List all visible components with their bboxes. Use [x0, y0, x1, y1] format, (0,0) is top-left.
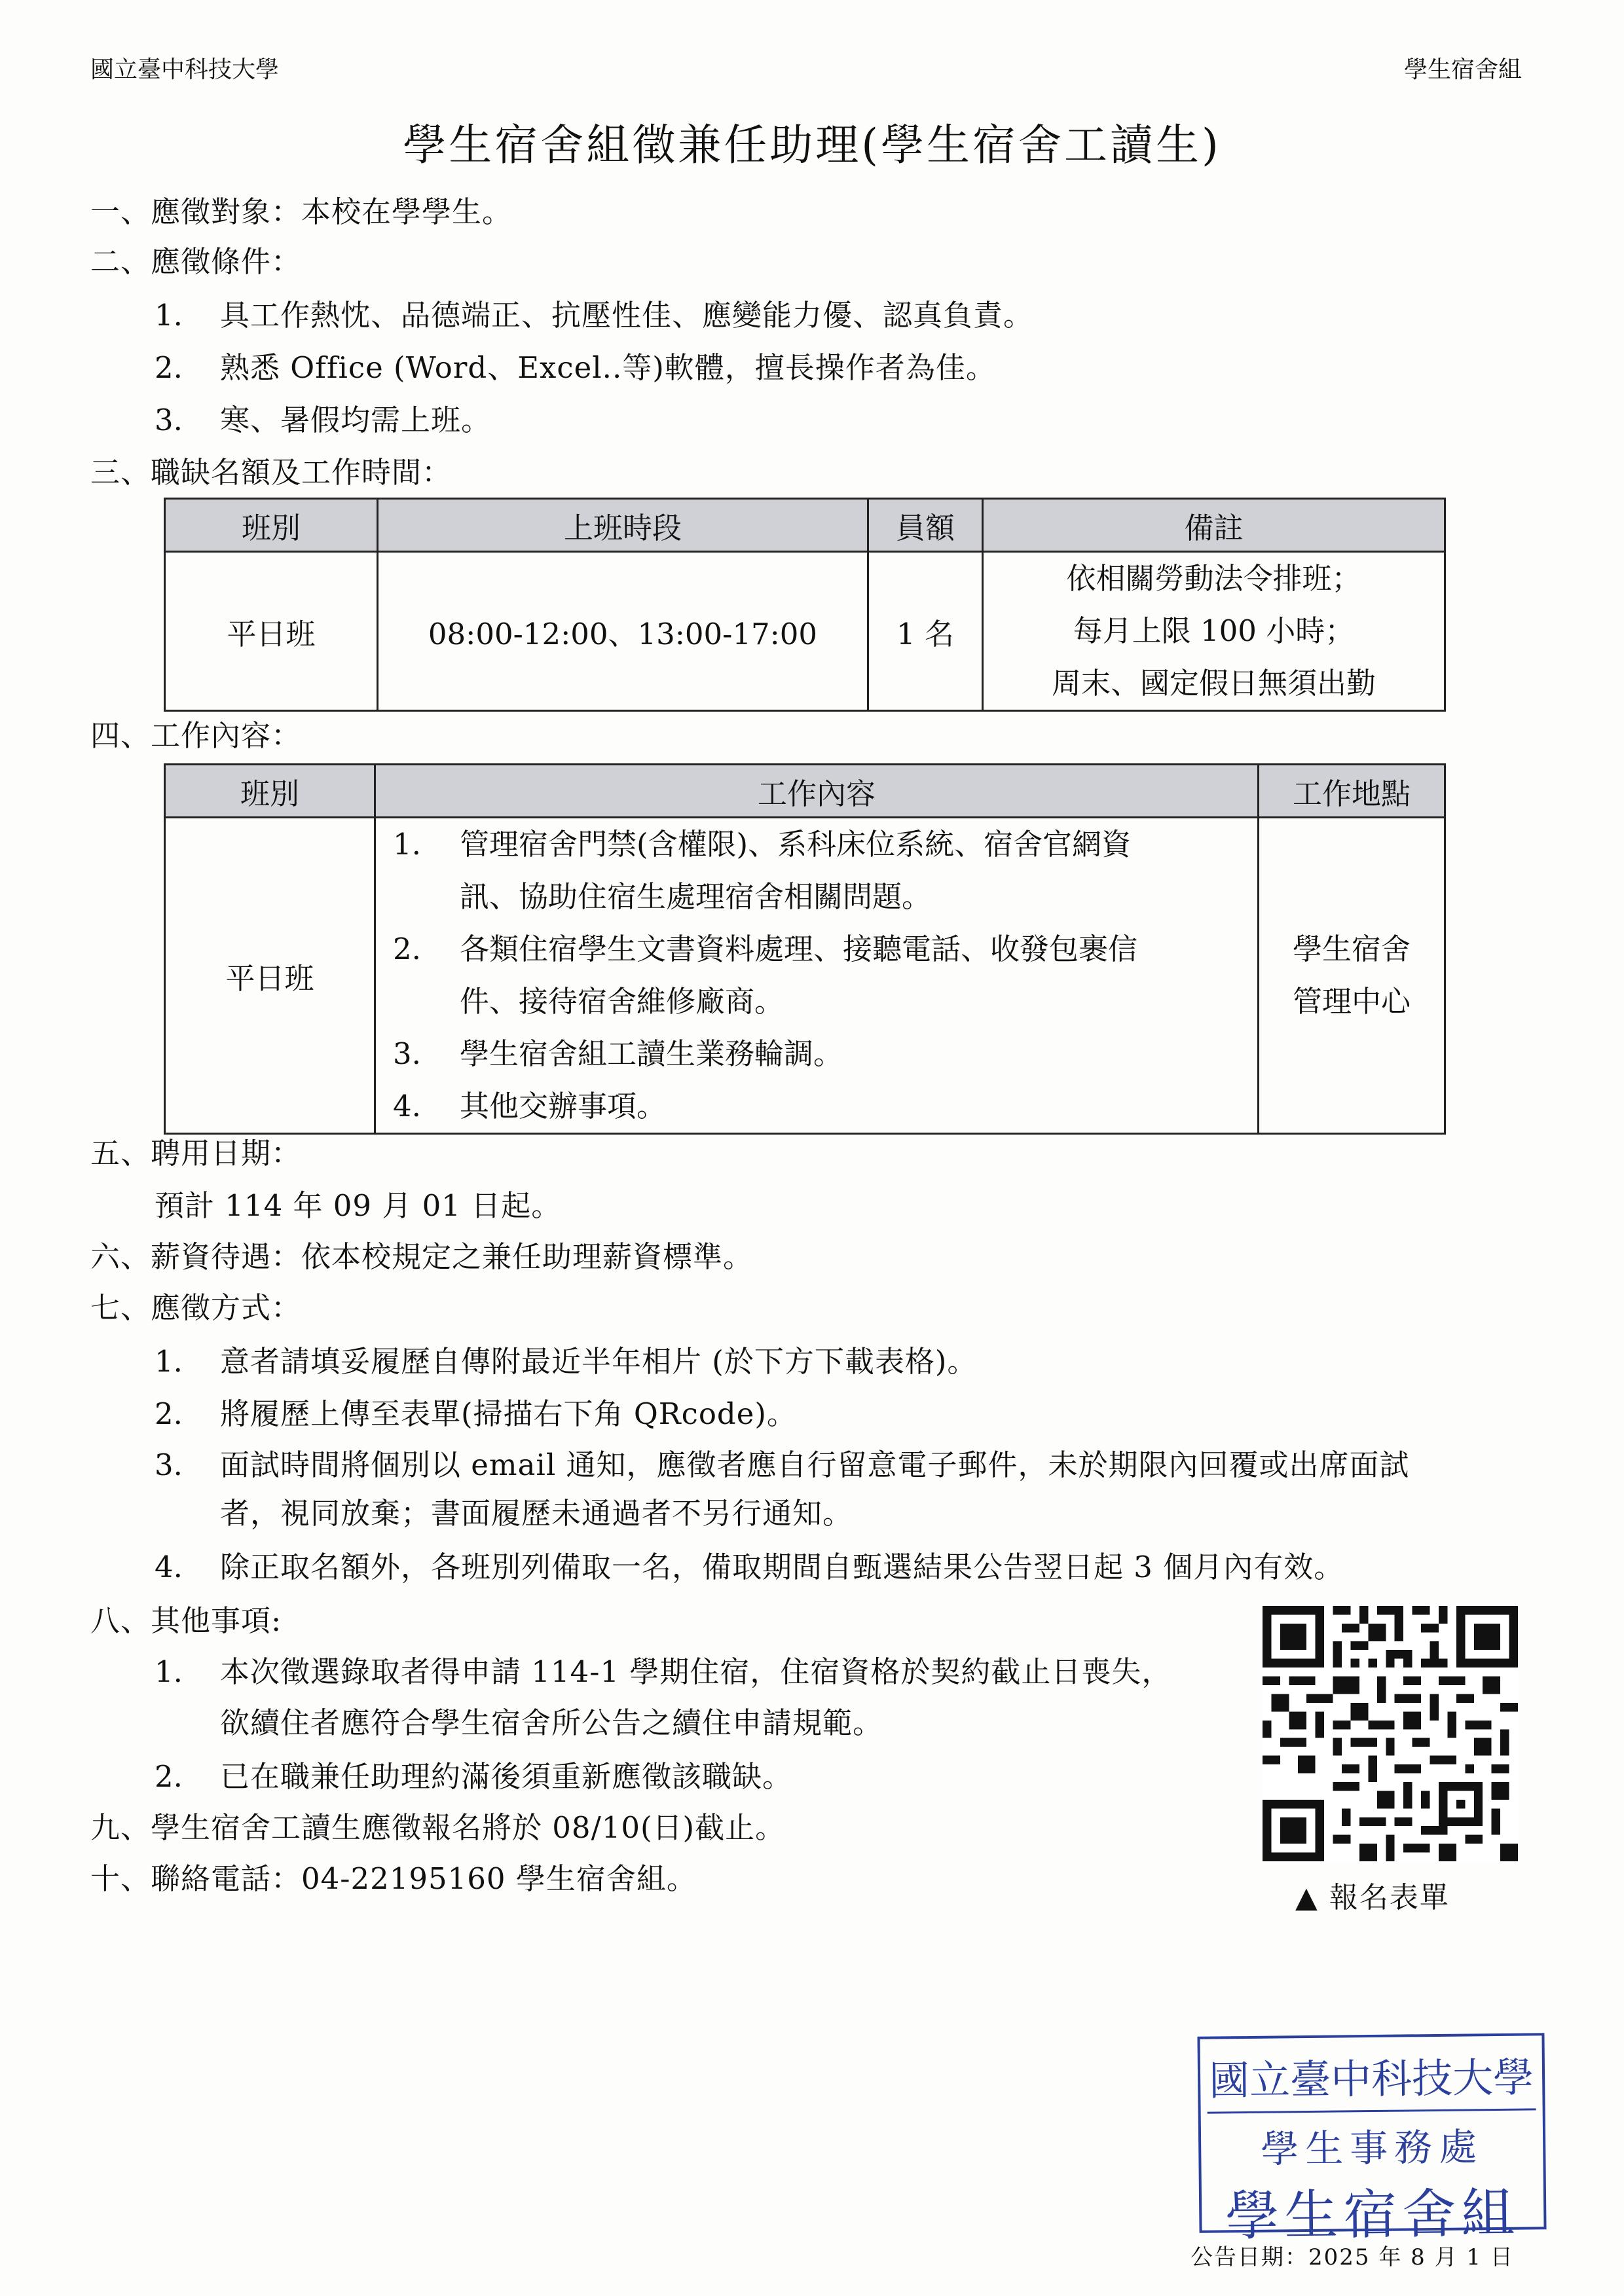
table-row	[165, 552, 1445, 711]
column-header: 員額	[868, 499, 983, 552]
item-number: 4.	[393, 1089, 421, 1123]
duties-table	[164, 763, 1446, 1135]
list-item	[376, 1028, 1257, 1080]
item-line: 學生宿舍組工讀生業務輪調。	[460, 1036, 843, 1071]
list-item	[376, 1080, 1257, 1133]
note-line: 依相關勞動法令排班；	[1066, 561, 1361, 596]
apply-item: 除正取名額外，各班別列備取一名，備取期間自甄選結果公告翌日起 3 個月內有效。	[220, 1550, 1344, 1584]
item-number: 1.	[393, 827, 421, 862]
apply-number: 4.	[155, 1550, 183, 1584]
qr-caption: ▲ 報名表單	[1295, 1881, 1450, 1914]
positions-table	[164, 498, 1446, 712]
table-header-row	[165, 765, 1445, 818]
requirement-number: 3.	[155, 403, 183, 437]
section-other-heading: 八、其他事項:	[90, 1603, 282, 1638]
other-number: 2.	[155, 1759, 183, 1794]
table-row	[165, 818, 1445, 1134]
apply-number: 1.	[155, 1344, 183, 1379]
column-header: 工作地點	[1259, 765, 1445, 818]
item-number: 2.	[393, 932, 421, 966]
item-line: 管理宿舍門禁(含權限)、系科床位系統、宿舍官網資	[460, 827, 1132, 862]
column-header: 班別	[165, 499, 378, 552]
section-contact: 十、聯絡電話：04-22195160 學生宿舍組。	[90, 1861, 697, 1896]
shift-cell: 平日班	[165, 552, 378, 711]
item-number: 3.	[393, 1036, 421, 1071]
location-line: 管理中心	[1292, 984, 1411, 1019]
requirement-item: 熟悉 Office (Word、Excel..等)軟體，擅長操作者為佳。	[220, 350, 996, 385]
column-header: 班別	[165, 765, 375, 818]
stamp-line: 國立臺中科技大學	[1207, 2045, 1536, 2113]
quota-cell: 1 名	[868, 552, 983, 711]
other-item: 已在職兼任助理約滿後須重新應徵該職缺。	[220, 1759, 793, 1794]
page-title: 學生宿舍組徵兼任助理(學生宿舍工讀生)	[403, 120, 1221, 170]
section-requirements-heading: 二、應徵條件：	[90, 244, 302, 279]
apply-item: 意者請填妥履歷自傳附最近半年相片 (於下方下載表格)。	[220, 1344, 978, 1379]
apply-number: 2.	[155, 1396, 183, 1431]
item-line: 其他交辦事項。	[460, 1089, 667, 1123]
other-item-continued: 欲續住者應符合學生宿舍所公告之續住申請規範。	[220, 1705, 883, 1740]
item-line: 訊、協助住宿生處理宿舍相關問題。	[460, 879, 932, 914]
requirement-item: 具工作熱忱、品德端正、抗壓性佳、應變能力優、認真負責。	[220, 298, 1034, 333]
header-org: 國立臺中科技大學	[90, 56, 280, 83]
stamp-line: 學生宿舍組	[1225, 2182, 1521, 2248]
list-item	[376, 923, 1257, 1028]
section-salary: 六、薪資待遇：依本校規定之兼任助理薪資標準。	[90, 1239, 754, 1274]
shift-cell: 平日班	[165, 818, 375, 1134]
section-duties-heading: 四、工作內容：	[90, 718, 302, 753]
hours-cell: 08:00-12:00、13:00-17:00	[378, 552, 868, 711]
item-line: 件、接待宿舍維修廠商。	[460, 984, 784, 1019]
table-header-row	[165, 499, 1445, 552]
qr-code-image[interactable]	[1263, 1606, 1518, 1861]
location-line: 學生宿舍	[1292, 932, 1411, 966]
other-number: 1.	[155, 1654, 183, 1689]
requirement-item: 寒、暑假均需上班。	[220, 403, 492, 437]
notes-cell	[983, 552, 1445, 711]
header-dept: 學生宿舍組	[1403, 56, 1522, 83]
column-header: 上班時段	[378, 499, 868, 552]
column-header: 備註	[983, 499, 1445, 552]
duties-cell	[375, 818, 1259, 1134]
note-line: 周末、國定假日無須出勤	[1051, 666, 1376, 701]
section-hire-date-heading: 五、聘用日期：	[90, 1136, 302, 1171]
duties-list	[376, 818, 1257, 1133]
apply-number: 3.	[155, 1448, 183, 1482]
note-line: 每月上限 100 小時；	[1073, 613, 1355, 648]
official-stamp	[1197, 2033, 1546, 2248]
requirement-number: 2.	[155, 350, 183, 385]
other-item: 本次徵選錄取者得申請 114-1 學期住宿，住宿資格於契約截止日喪失，	[220, 1654, 1172, 1689]
item-line: 各類住宿學生文書資料處理、接聽電話、收發包裹信	[460, 932, 1138, 966]
stamp-line: 學生事務處	[1260, 2124, 1484, 2172]
location-cell	[1259, 818, 1445, 1134]
section-eligibility: 一、應徵對象：本校在學學生。	[90, 194, 513, 229]
hire-date-text: 預計 114 年 09 月 01 日起。	[155, 1188, 562, 1223]
section-deadline: 九、學生宿舍工讀生應徵報名將於 08/10(日)截止。	[90, 1810, 786, 1845]
apply-item-continued: 者，視同放棄；書面履歷未通過者不另行通知。	[220, 1496, 853, 1531]
section-apply-heading: 七、應徵方式：	[90, 1290, 302, 1325]
column-header: 工作內容	[375, 765, 1259, 818]
apply-item: 將履歷上傳至表單(掃描右下角 QRcode)。	[220, 1396, 797, 1431]
section-positions-heading: 三、職缺名額及工作時間：	[90, 455, 452, 490]
list-item	[376, 818, 1257, 923]
apply-item: 面試時間將個別以 email 通知，應徵者應自行留意電子郵件，未於期限內回覆或出席面試	[220, 1448, 1410, 1482]
requirement-number: 1.	[155, 298, 183, 333]
announcement-date: 公告日期：2025 年 8 月 1 日	[1190, 2244, 1514, 2270]
